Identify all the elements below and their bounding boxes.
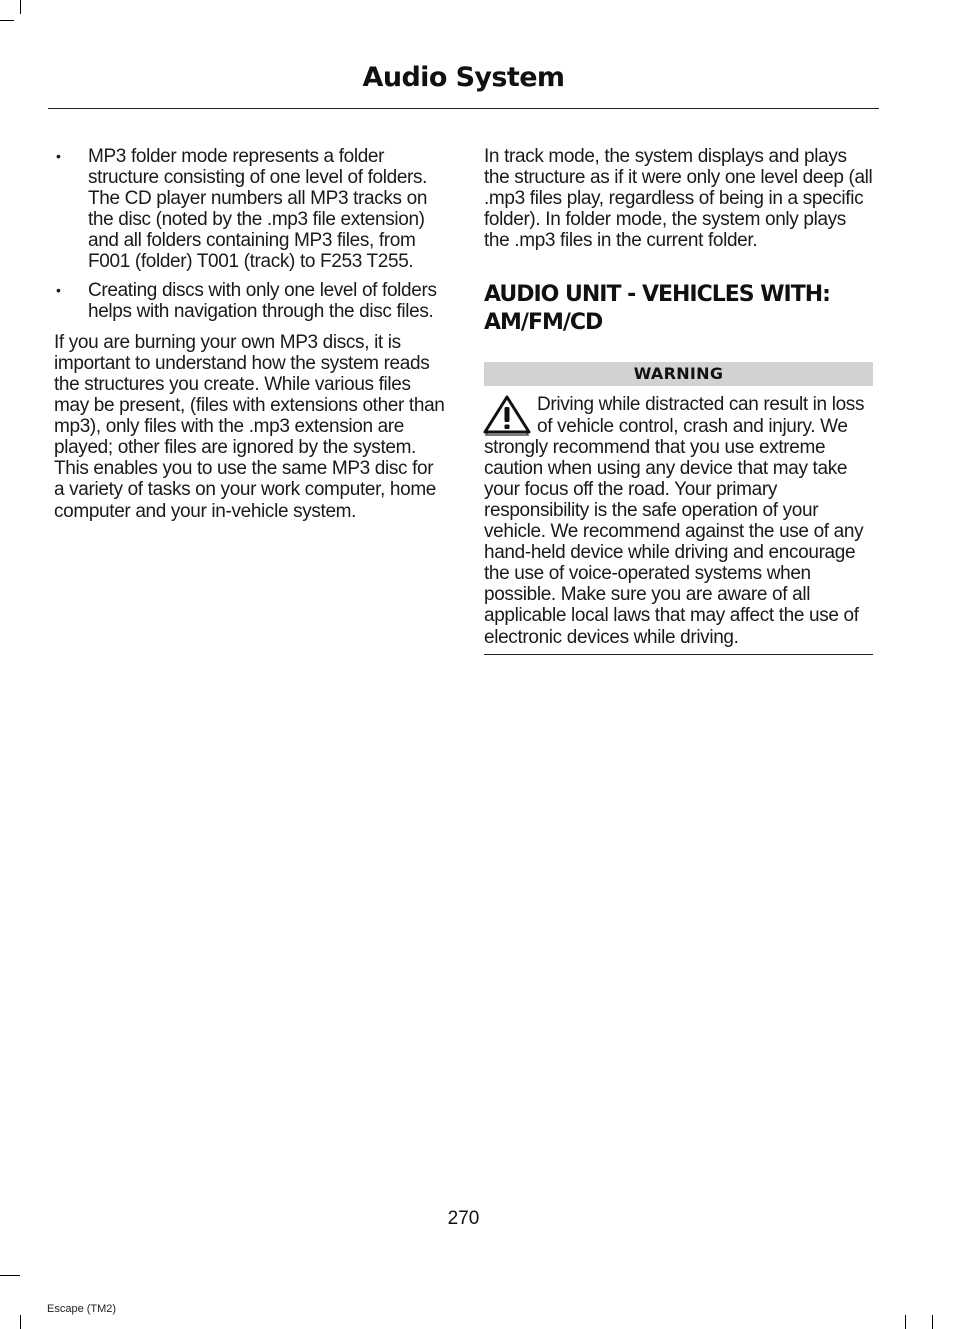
bullet-icon: • — [56, 148, 61, 164]
intro-paragraph: In track mode, the system displays and plays the structure as if it were only one level deep (all .mp3 files play, regardless of being in a specific folder). In folder mode, the system only plays the .mp3 files in the current folder. — [484, 146, 873, 252]
body-paragraph: If you are burning your own MP3 discs, it is important to understand how the system reads the structures you create. While various files may be present, (files with extensions other than mp3), only files with the .mp3 extension are played; other files are ignored by the system. This enables you to use the same MP3 disc for a variety of tasks on your work computer, home computer and your in-vehicle system. — [54, 331, 445, 522]
crop-mark-bottom-right-vertical-2 — [932, 1315, 933, 1329]
bullet-text: MP3 folder mode represents a folder structure consisting of one level of folders. The CD player numbers all MP3 tracks on the disc (noted by the .mp3 file extension) and all folders containing MP3 files, from F001 (folder) T001 (track) to F253 T255. — [88, 146, 428, 273]
page-header — [48, 58, 879, 109]
warning-text: Driving while distracted can result in loss of vehicle control, crash and injury. We strongly recommend that you use extreme caution when using any device that may take your focus off the road. Your primary responsibility is the safe operation of your vehicle. We recommend against the use of any hand-held device while driving and encourage the use of voice-operated systems when possible. Make sure you are aware of all applicable local laws that may affect the use of electronic devices while driving. — [484, 394, 865, 648]
crop-mark-bottom-left-vertical — [20, 1315, 21, 1329]
warning-triangle-icon — [483, 394, 533, 436]
bullet-icon: • — [56, 281, 61, 298]
bullet-list — [54, 146, 446, 322]
warning-label: WARNING — [484, 362, 873, 386]
right-column — [484, 146, 873, 655]
page-title: Audio System — [362, 62, 565, 93]
warning-box — [484, 394, 873, 654]
left-column — [54, 146, 446, 522]
bullet-text: Creating discs with only one level of folders helps with navigation through the disc files. — [88, 279, 437, 322]
crop-mark-bottom-right-vertical — [905, 1315, 906, 1329]
section-heading: AUDIO UNIT - VEHICLES WITH: AM/FM/CD — [484, 282, 830, 336]
page-number: 270 — [447, 1208, 480, 1229]
list-item — [54, 280, 446, 322]
list-item — [54, 146, 446, 273]
footer-model: Escape (TM2) — [47, 1303, 117, 1315]
crop-mark-top-left-horizontal — [0, 20, 14, 21]
crop-mark-top-left-vertical — [20, 0, 21, 14]
crop-mark-bottom-left-horizontal — [0, 1275, 20, 1276]
